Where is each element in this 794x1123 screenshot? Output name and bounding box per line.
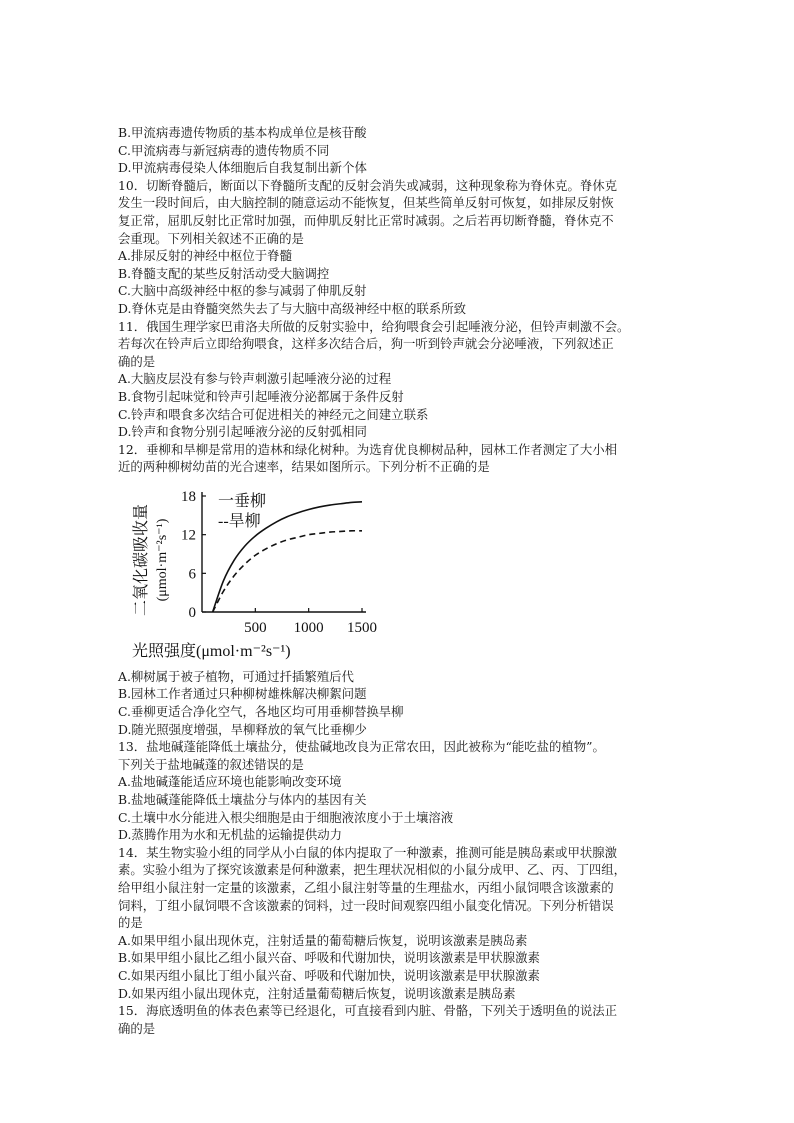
- option-c: C.大脑中高级神经中枢的参与减弱了伸肌反射: [118, 283, 367, 299]
- option-d: D.如果丙组小鼠出现休克，注射适量葡萄糖后恢复，说明该激素是胰岛素: [118, 985, 516, 1001]
- question-stem-line: 确的是: [118, 353, 156, 369]
- photosynthesis-chart: [118, 482, 678, 664]
- question-stem-line: 14．某生物实验小组的同学从小白鼠的体内提取了一种激素，推测可能是胰岛素或甲状腺激: [118, 844, 618, 860]
- question-11: [118, 318, 678, 441]
- option-d: D.脊休克是由脊髓突然失去了与大脑中高级神经中枢的联系所致: [118, 300, 466, 316]
- option-b: B.甲流病毒遗传物质的基本构成单位是核苷酸: [118, 125, 367, 140]
- question-stem-line: 若每次在铃声后立即给狗喂食，这样多次结合后，狗一听到铃声就会分泌唾液，下列叙述正: [118, 336, 614, 352]
- option-d: D.蒸腾作用为水和无机盐的运输提供动力: [118, 827, 343, 843]
- option-a: A.大脑皮层没有参与铃声刺激引起唾液分泌的过程: [118, 371, 392, 387]
- option-b: B.如果甲组小鼠比乙组小鼠兴奋、呼吸和代谢加快，说明该激素是甲状腺激素: [118, 950, 540, 966]
- question-10: [118, 177, 678, 318]
- option-a: A.柳树属于被子植物，可通过扦插繁殖后代: [118, 668, 354, 684]
- question-stem-line: 近的两种柳树幼苗的光合速率，结果如图所示。下列分析不正确的是: [118, 459, 490, 475]
- question-stem-line: 素。实验小组为了探究该激素是何种激素，把生理状况相似的小鼠分成甲、乙、丙、丁四组，: [118, 862, 627, 878]
- option-b: B.园林工作者通过只种柳树雄株解决柳絮问题: [118, 686, 367, 702]
- question-stem-line: 10．切断脊髓后，断面以下脊髓所支配的反射会消失或减弱，这种现象称为脊休克。脊休克: [118, 177, 618, 193]
- exam-content: [118, 124, 678, 1037]
- question-15: [118, 1002, 678, 1037]
- question-stem-line: 复正常，屈肌反射比正常时加强，而伸肌反射比正常时减弱。之后若再切断脊髓，脊休克不: [118, 212, 614, 228]
- y-tick-label: 0: [188, 604, 196, 621]
- question-9-options: [118, 124, 678, 177]
- x-tick-label: 1500: [347, 619, 377, 636]
- question-stem-line: 会重现。下列相关叙述不正确的是: [118, 230, 304, 246]
- question-12: [118, 441, 678, 739]
- question-stem-line: 饲料，丁组小鼠饲喂不含该激素的饲料，过一段时间观察四组小鼠变化情况。下列分析错误: [118, 897, 614, 913]
- question-stem-line: 确的是: [118, 1020, 156, 1036]
- option-b: B.脊髓支配的某些反射活动受大脑调控: [118, 265, 330, 281]
- option-d: D.随光照强度增强，旱柳释放的氧气比垂柳少: [118, 721, 367, 737]
- question-stem-line: 13．盐地碱蓬能降低土壤盐分，使盐碱地改良为正常农田，因此被称为“能吃盐的植物”。: [118, 739, 605, 755]
- y-tick-label: 18: [181, 488, 196, 505]
- question-14: [118, 844, 678, 1002]
- question-stem-line: 11．俄国生理学家巴甫洛夫所做的反射实验中，给狗喂食会引起唾液分泌，但铃声刺激不会。: [118, 318, 630, 334]
- option-d: D.甲流病毒侵染人体细胞后自我复制出新个体: [118, 160, 367, 176]
- y-tick-label: 6: [188, 566, 196, 583]
- y-tick-label: 12: [181, 527, 196, 544]
- legend-entry: 一垂柳: [218, 492, 267, 510]
- question-stem-line: 给甲组小鼠注射一定量的该激素，乙组小鼠注射等量的生理盐水，丙组小鼠饲喂含该激素的: [118, 880, 614, 895]
- option-a: A.盐地碱蓬能适应环境也能影响改变环境: [118, 774, 342, 790]
- option-c: C.铃声和喂食多次结合可促进相关的神经元之间建立联系: [118, 406, 429, 422]
- chart-svg: [126, 482, 386, 664]
- option-d: D.铃声和食物分别引起唾液分泌的反射弧相同: [118, 424, 367, 440]
- question-stem-line: 的是: [118, 915, 143, 931]
- option-c: C.垂柳更适合净化空气，各地区均可用垂柳替换旱柳: [118, 704, 404, 720]
- option-a: A.排尿反射的神经中枢位于脊髓: [118, 248, 292, 264]
- question-13: [118, 738, 678, 844]
- series-line-hanliu: [213, 531, 362, 612]
- y-axis-unit: (μmol·m⁻²s⁻¹): [155, 518, 170, 602]
- question-stem-line: 下列关于盐地碱蓬的叙述错误的是: [118, 756, 304, 772]
- option-c: C.如果丙组小鼠比丁组小鼠兴奋、呼吸和代谢加快，说明该激素是甲状腺激素: [118, 967, 540, 983]
- x-tick-label: 500: [244, 619, 267, 636]
- question-stem-line: 发生一段时间后，由大脑控制的随意运动不能恢复，但某些简单反射可恢复，如排尿反射恢: [118, 195, 614, 211]
- option-c: C.土壤中水分能进入根尖细胞是由于细胞液浓度小于土壤溶液: [118, 809, 454, 825]
- question-stem-line: 12．垂柳和旱柳是常用的造林和绿化树种。为选育优良柳树品种，园林工作者测定了大小相: [118, 441, 618, 457]
- question-stem-line: 15．海底透明鱼的体表色素等已经退化，可直接看到内脏、骨骼，下列关于透明鱼的说法正: [118, 1003, 618, 1019]
- x-tick-label: 1000: [293, 619, 324, 636]
- option-b: B.盐地碱蓬能降低土壤盐分与体内的基因有关: [118, 792, 367, 808]
- legend-entry: --旱柳: [218, 512, 261, 530]
- option-a: A.如果甲组小鼠出现休克，注射适量的葡萄糖后恢复，说明该激素是胰岛素: [118, 932, 528, 948]
- x-axis-label: 光照强度(μmol·m⁻²s⁻¹): [132, 642, 291, 660]
- y-axis-label: 二氧化碳吸收量: [133, 503, 150, 616]
- chart-labels: [132, 489, 377, 660]
- option-c: C.甲流病毒与新冠病毒的遗传物质不同: [118, 142, 330, 158]
- chart-axes: [202, 492, 366, 612]
- option-b: B.食物引起味觉和铃声引起唾液分泌都属于条件反射: [118, 388, 404, 404]
